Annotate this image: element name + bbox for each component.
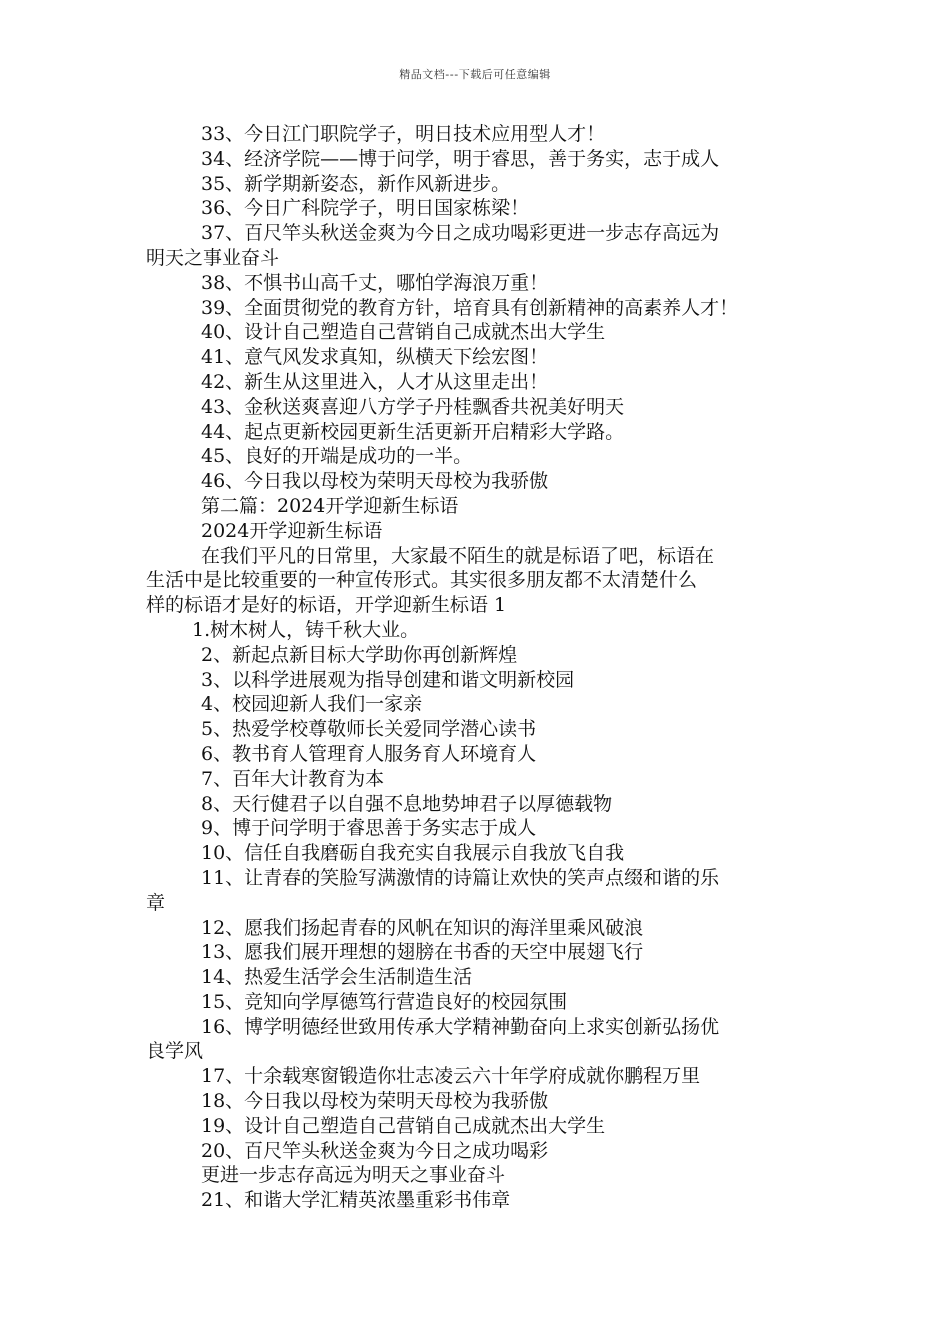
text-line: 14、热爱生活学会生活制造生活 xyxy=(201,966,473,989)
text-line: 章 xyxy=(146,891,166,914)
text-line: 37、百尺竿头秋送金爽为今日之成功喝彩更进一步志存高远为 xyxy=(201,222,720,245)
text-line: 在我们平凡的日常里，大家最不陌生的就是标语了吧，标语在 xyxy=(201,544,715,567)
text-line: 35、新学期新姿态，新作风新进步。 xyxy=(201,172,511,195)
text-line: 36、今日广科院学子，明日国家栋梁！ xyxy=(201,197,530,220)
text-line: 生活中是比较重要的一种宣传形式。其实很多朋友都不太清楚什么 xyxy=(146,569,698,592)
text-line: 15、竞知向学厚德笃行营造良好的校园氛围 xyxy=(201,990,568,1013)
text-line: 10、信任自我磨砺自我充实自我展示自我放飞自我 xyxy=(201,842,625,865)
text-line: 42、新生从这里进入，人才从这里走出！ xyxy=(201,370,549,393)
text-line: 5、热爱学校尊敬师长关爱同学潜心读书 xyxy=(201,718,537,741)
text-line: 20、百尺竿头秋送金爽为今日之成功喝彩 xyxy=(201,1139,549,1162)
text-line: 2024开学迎新生标语 xyxy=(201,519,383,542)
text-line: 6、教书育人管理育人服务育人环境育人 xyxy=(201,742,537,765)
text-line: 9、博于问学明于睿思善于务实志于成人 xyxy=(201,817,537,840)
text-line: 8、天行健君子以自强不息地势坤君子以厚德载物 xyxy=(201,792,613,815)
text-line: 样的标语才是好的标语，开学迎新生标语 1 xyxy=(146,594,507,617)
text-line: 41、意气风发求真知，纵横天下绘宏图！ xyxy=(201,346,549,369)
text-line: 38、不惧书山高千丈，哪怕学海浪万重！ xyxy=(201,271,549,294)
text-line: 13、愿我们展开理想的翅膀在书香的天空中展翅飞行 xyxy=(201,941,644,964)
text-line: 1.树木树人，铸千秋大业。 xyxy=(192,618,420,641)
text-line: 更进一步志存高远为明天之事业奋斗 xyxy=(201,1164,506,1187)
text-line: 39、全面贯彻党的教育方针，培育具有创新精神的高素养人才！ xyxy=(201,296,739,319)
document-body xyxy=(146,122,816,1213)
text-line: 44、起点更新校园更新生活更新开启精彩大学路。 xyxy=(201,420,625,443)
page-header: 精品文档---下载后可任意编辑 xyxy=(399,68,551,81)
text-line: 46、今日我以母校为荣明天母校为我骄傲 xyxy=(201,470,549,493)
text-line: 良学风 xyxy=(146,1040,204,1063)
text-line: 21、和谐大学汇精英浓墨重彩书伟章 xyxy=(201,1189,511,1212)
text-line: 43、金秋送爽喜迎八方学子丹桂飘香共祝美好明天 xyxy=(201,395,625,418)
text-line: 7、百年大计教育为本 xyxy=(201,767,385,790)
text-line: 40、设计自己塑造自己营销自己成就杰出大学生 xyxy=(201,321,606,344)
text-line: 34、经济学院——博于问学，明于睿思，善于务实，志于成人 xyxy=(201,147,720,170)
text-line: 3、以科学进展观为指导创建和谐文明新校园 xyxy=(201,668,575,691)
text-line: 明天之事业奋斗 xyxy=(146,246,280,269)
text-line: 17、十余载寒窗锻造你壮志凌云六十年学府成就你鹏程万里 xyxy=(201,1065,701,1088)
text-line: 19、设计自己塑造自己营销自己成就杰出大学生 xyxy=(201,1114,606,1137)
text-line: 2、新起点新目标大学助你再创新辉煌 xyxy=(201,643,518,666)
text-line: 4、校园迎新人我们一家亲 xyxy=(201,693,423,716)
text-line: 11、让青春的笑脸写满激情的诗篇让欢快的笑声点缀和谐的乐 xyxy=(201,866,720,889)
text-line: 18、今日我以母校为荣明天母校为我骄傲 xyxy=(201,1090,549,1113)
text-line: 第二篇：2024开学迎新生标语 xyxy=(201,494,459,517)
text-line: 45、良好的开端是成功的一半。 xyxy=(201,445,473,468)
text-line: 33、今日江门职院学子，明日技术应用型人才！ xyxy=(201,123,606,145)
text-line: 12、愿我们扬起青春的风帆在知识的海洋里乘风破浪 xyxy=(201,916,644,939)
text-line: 16、博学明德经世致用传承大学精神勤奋向上求实创新弘扬优 xyxy=(201,1015,720,1038)
